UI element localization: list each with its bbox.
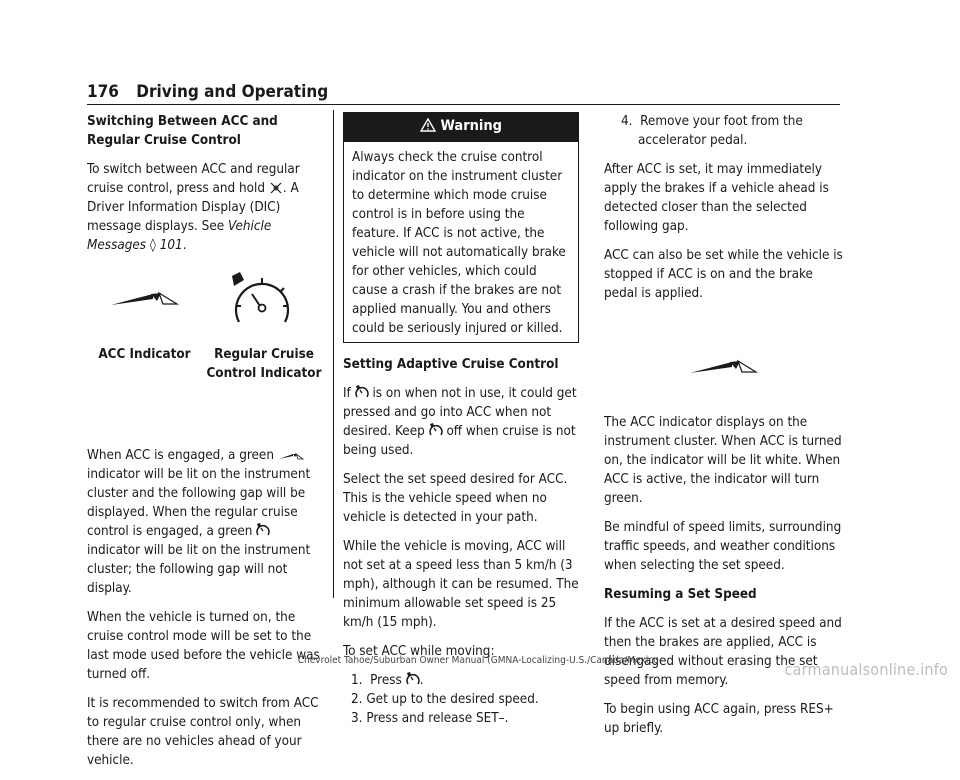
paragraph-engaged: When ACC is engaged, a green indicator will be lit on the instrument cluster and the following gap will be displayed. When the regular cruise control is engaged, a green indicator will be lit on the instrument cluster; the following gap will not display. (87, 448, 311, 596)
vehicle-messages-page[interactable]: 101 (159, 238, 183, 253)
warning-box (343, 112, 579, 343)
section-title: Driving and Operating (136, 82, 329, 102)
watermark: carmanualsonline.info (784, 660, 948, 679)
paragraph-turned-on: When the vehicle is turned on, the cruise control mode will be set to the last mode used before the vehicle was turned off. (87, 610, 320, 682)
paragraph-mindful: Be mindful of speed limits, surrounding traffic speeds, and weather conditions when selecting the set speed. (604, 520, 842, 573)
steps-list (343, 671, 579, 728)
distance-gap-icon (269, 182, 283, 194)
caption-acc-indicator: ACC Indicator (98, 347, 191, 362)
list-item: 3. Press and release SET–. (351, 711, 509, 726)
list-item: 4. Remove your foot from the accelerator pedal. (621, 114, 803, 148)
cruise-control-inline-icon (355, 385, 369, 399)
warning-header (344, 113, 578, 142)
cruise-control-inline-icon (406, 672, 420, 686)
acc-inline-icon (278, 451, 304, 461)
paragraph-while-moving: While the vehicle is moving, ACC will not set at a speed less than 5 km/h (3 mph), although it can be resumed. The minimum allowable set speed is 25 km/h (15 mph). (343, 539, 579, 630)
list-item: 1. Press . (351, 673, 424, 688)
paragraph-stopped: ACC can also be set while the vehicle is stopped if ACC is on and the brake pedal is applied. (604, 248, 843, 301)
caption-regular-cruise-indicator: Regular Cruise Control Indicator (206, 347, 322, 381)
paragraph-indicator-displays: The ACC indicator displays on the instrument cluster. When ACC is turned on, the indicator will be lit white. When ACC is active, the indicator will turn green. (604, 415, 842, 506)
acc-indicator-figure (604, 313, 844, 413)
page-number: 176 (87, 82, 119, 102)
column-divider (333, 110, 334, 598)
paragraph-begin-again: To begin using ACC again, press RES+ up briefly. (604, 702, 834, 736)
paragraph-to-set: To set ACC while moving: (343, 644, 495, 659)
paragraph-select-speed: Select the set speed desired for ACC. This is the vehicle speed when no vehicle is detected in your path. (343, 472, 568, 525)
cruise-control-inline-icon (256, 523, 270, 537)
paragraph-switch: To switch between ACC and regular cruise control, press and hold . A Driver Information Display (DIC) message displays. See Vehicle Messages ◊ 101. (87, 162, 300, 253)
warning-triangle-icon (420, 118, 436, 132)
paragraph-if-on: If is on when not in use, it could get pressed and go into ACC when not desired. Keep off when cruise is not being used. (343, 386, 577, 458)
owner-manual-line: Chevrolet Tahoe/Suburban Owner Manual (GMNA-Localizing-U.S./Canada/Mexico- (297, 655, 663, 666)
warning-text: Always check the cruise control indicator on the instrument cluster to determine which mode cruise control is in before using the feature. If ACC is not active, the vehicle will not automatically brake for other vehicles, which could cause a crash if the brakes are not applied manually. You and others could be seriously injured or killed. (352, 150, 566, 336)
regular-cruise-indicator-icon (222, 270, 302, 332)
section-heading-switching: Switching Between ACC and Regular Cruise Control (87, 114, 278, 148)
section-heading-resuming: Resuming a Set Speed (604, 587, 757, 602)
column-2 (343, 112, 579, 738)
indicator-figures (87, 267, 323, 442)
steps-list-continued (604, 112, 844, 150)
page-header (87, 82, 840, 105)
vehicle-messages-link[interactable]: Vehicle Messages (87, 219, 272, 253)
list-item: 2. Get up to the desired speed. (351, 692, 539, 707)
warning-title: Warning (440, 118, 503, 134)
cruise-control-inline-icon (429, 423, 443, 437)
paragraph-resume-braked: If the ACC is set at a desired speed and then the brakes are applied, ACC is disengaged without erasing the set speed from memory. (604, 616, 842, 688)
paragraph-recommended: It is recommended to switch from ACC to regular cruise control only, when there are no vehicles ahead of your vehicle. (87, 696, 319, 768)
acc-indicator-icon (688, 353, 758, 379)
acc-indicator-icon (109, 285, 179, 311)
section-heading-setting: Setting Adaptive Cruise Control (343, 357, 559, 372)
page-ref-arrow-icon: ◊ (149, 238, 156, 253)
column-1 (87, 112, 323, 780)
paragraph-after-set: After ACC is set, it may immediately apply the brakes if a vehicle ahead is detected closer than the selected following gap. (604, 162, 829, 234)
